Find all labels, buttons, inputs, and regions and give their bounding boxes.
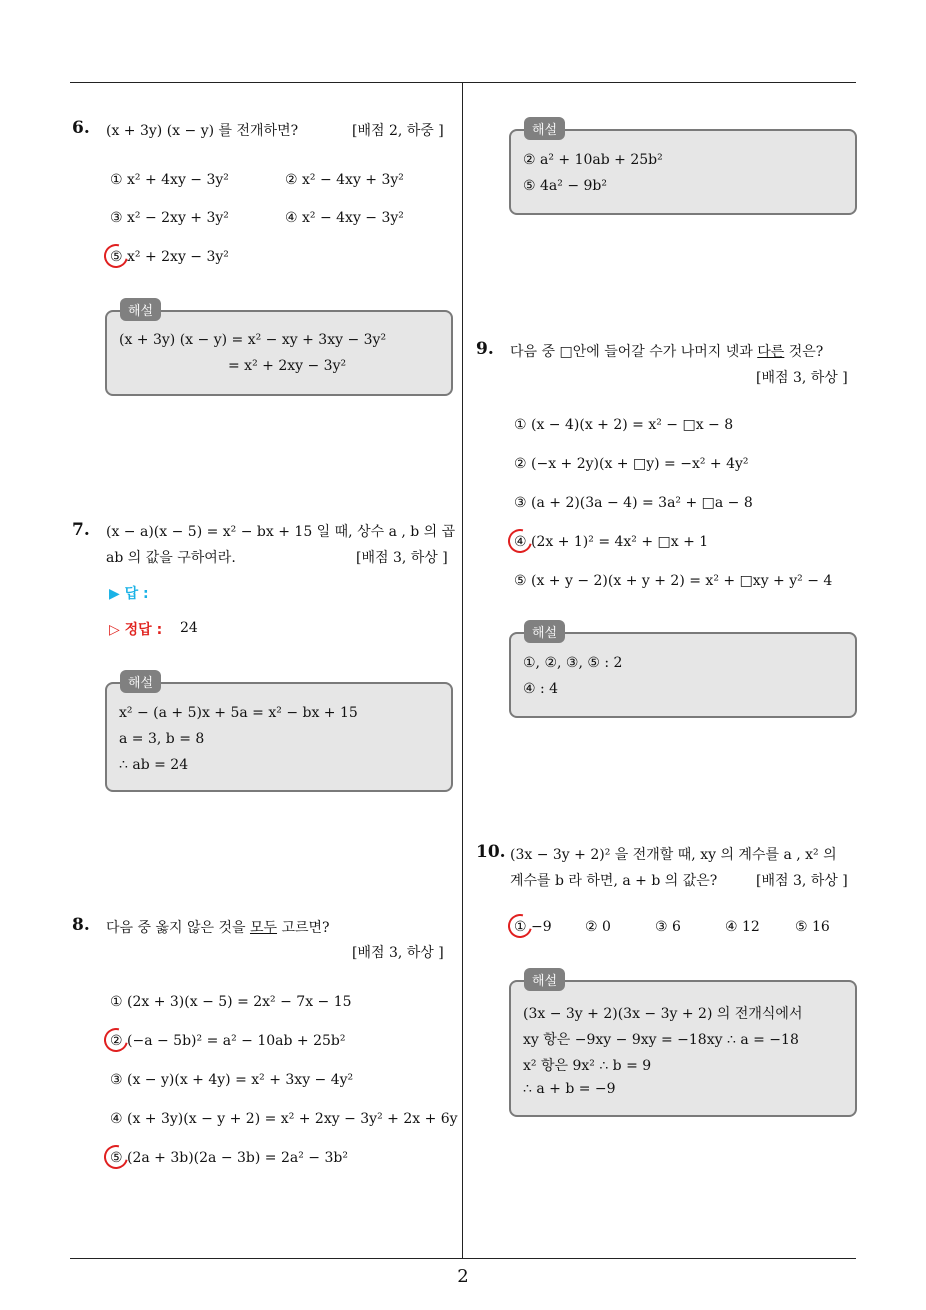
question-10-explanation-line-1: (3x − 3y + 2)(3x − 3y + 2) 의 전개식에서: [523, 1006, 803, 1022]
question-6-explanation-line-2: = x² + 2xy − 3y²: [228, 358, 347, 374]
question-9-explanation-line-1: ①, ②, ③, ⑤ : 2: [523, 655, 623, 671]
column-divider: [462, 83, 463, 1258]
question-9-text-pre: 다음 중 □안에 들어갈 수가 나머지 넷과: [510, 344, 758, 360]
question-8-explanation-line-2: ⑤ 4a² − 9b²: [523, 178, 607, 194]
question-10-explanation-tag: 해설: [524, 968, 565, 991]
question-9-number: 9.: [476, 339, 494, 359]
question-6-number: 6.: [72, 118, 90, 138]
top-rule: [70, 82, 856, 83]
question-7-text-line-1: (x − a)(x − 5) = x² − bx + 15 일 때, 상수 a , b 의 곱: [106, 524, 456, 540]
question-8-number: 8.: [72, 915, 90, 935]
correct-answer-label: ▷ 정답 :: [109, 622, 163, 638]
question-7-explanation-line-2: a = 3, b = 8: [119, 731, 205, 747]
page-number: 2: [457, 1266, 469, 1287]
question-9-score: [배점 3, 하상 ]: [756, 370, 848, 386]
question-8-option-2[interactable]: ② (−a − 5b)² = a² − 10ab + 25b²: [110, 1033, 346, 1049]
answer-input-label: ▶ 답 :: [109, 586, 149, 602]
question-7-explanation-line-3: ∴ ab = 24: [119, 757, 189, 773]
question-8-option-4[interactable]: ④ (x + 3y)(x − y + 2) = x² + 2xy − 3y² + 2x + 6y: [110, 1111, 458, 1127]
question-10-option-1[interactable]: ① −9: [514, 919, 552, 935]
question-10-option-4[interactable]: ④ 12: [725, 919, 760, 935]
question-7-score: [배점 3, 하상 ]: [356, 550, 448, 566]
answer-mark-icon: [504, 525, 537, 558]
question-8-text-underlined: 모두: [249, 920, 278, 936]
question-9-option-2[interactable]: ② (−x + 2y)(x + □y) = −x² + 4y²: [514, 456, 749, 472]
question-7-explanation-line-1: x² − (a + 5)x + 5a = x² − bx + 15: [119, 705, 358, 721]
question-6-explanation-line-1: (x + 3y) (x − y) = x² − xy + 3xy − 3y²: [119, 332, 387, 348]
question-6-text: (x + 3y) (x − y) 를 전개하면?: [106, 123, 299, 139]
question-6-explanation-tag: 해설: [120, 298, 161, 321]
question-9-explanation-line-2: ④ : 4: [523, 681, 559, 697]
question-8-text: [106, 917, 330, 937]
question-10-option-3[interactable]: ③ 6: [655, 919, 681, 935]
question-6-option-1[interactable]: ① x² + 4xy − 3y²: [110, 172, 229, 188]
answer-mark-icon: [100, 240, 133, 273]
question-8-option-5[interactable]: ⑤ (2a + 3b)(2a − 3b) = 2a² − 3b²: [110, 1150, 348, 1166]
question-10-option-5[interactable]: ⑤ 16: [795, 919, 830, 935]
question-8-explanation-line-1: ② a² + 10ab + 25b²: [523, 152, 663, 168]
question-8-text-post: 고르면?: [277, 920, 330, 936]
question-10-number: 10.: [476, 842, 506, 862]
question-9-option-5[interactable]: ⑤ (x + y − 2)(x + y + 2) = x² + □xy + y² − 4: [514, 573, 833, 589]
question-6-option-4[interactable]: ④ x² − 4xy − 3y²: [285, 210, 404, 226]
question-10-text-line-1: (3x − 3y + 2)² 을 전개할 때, xy 의 계수를 a , x² 의: [510, 847, 837, 863]
question-6-option-5[interactable]: ⑤ x² + 2xy − 3y²: [110, 249, 229, 265]
question-7-number: 7.: [72, 520, 90, 540]
question-10-explanation-line-2: xy 항은 −9xy − 9xy = −18xy ∴ a = −18: [523, 1032, 799, 1048]
question-10-score: [배점 3, 하상 ]: [756, 873, 848, 889]
answer-mark-icon: [100, 1024, 133, 1057]
question-6-option-3[interactable]: ③ x² − 2xy + 3y²: [110, 210, 229, 226]
question-7-explanation-tag: 해설: [120, 670, 161, 693]
question-10-option-2[interactable]: ② 0: [585, 919, 611, 935]
question-8-option-3[interactable]: ③ (x − y)(x + 4y) = x² + 3xy − 4y²: [110, 1072, 354, 1088]
answer-mark-icon: [504, 910, 537, 943]
correct-answer-value: 24: [180, 620, 198, 636]
question-10-text-line-2: 계수를 b 라 하면, a + b 의 값은?: [510, 873, 718, 889]
question-10-explanation-line-4: ∴ a + b = −9: [523, 1081, 616, 1097]
answer-mark-icon: [100, 1141, 133, 1174]
question-8-explanation-box: [509, 129, 857, 215]
question-8-text-pre: 다음 중 옳지 않은 것을: [106, 920, 250, 936]
question-8-option-1[interactable]: ① (2x + 3)(x − 5) = 2x² − 7x − 15: [110, 994, 352, 1010]
question-6-explanation-box: [105, 310, 453, 396]
question-9-text-post: 것은?: [784, 344, 824, 360]
bottom-rule: [70, 1258, 856, 1259]
question-9-option-3[interactable]: ③ (a + 2)(3a − 4) = 3a² + □a − 8: [514, 495, 753, 511]
question-9-explanation-tag: 해설: [524, 620, 565, 643]
question-6-option-2[interactable]: ② x² − 4xy + 3y²: [285, 172, 404, 188]
question-8-explanation-tag: 해설: [524, 117, 565, 140]
question-9-option-4[interactable]: ④ (2x + 1)² = 4x² + □x + 1: [514, 534, 709, 550]
question-8-score: [배점 3, 하상 ]: [352, 945, 444, 961]
question-10-explanation-line-3: x² 항은 9x² ∴ b = 9: [523, 1058, 652, 1074]
question-9-option-1[interactable]: ① (x − 4)(x + 2) = x² − □x − 8: [514, 417, 734, 433]
question-9-text: [510, 341, 823, 361]
question-6-score: [배점 2, 하중 ]: [352, 123, 444, 139]
question-9-explanation-box: [509, 632, 857, 718]
question-9-text-underlined: 다른: [757, 344, 785, 360]
question-7-text-line-2: ab 의 값을 구하여라.: [106, 550, 236, 566]
